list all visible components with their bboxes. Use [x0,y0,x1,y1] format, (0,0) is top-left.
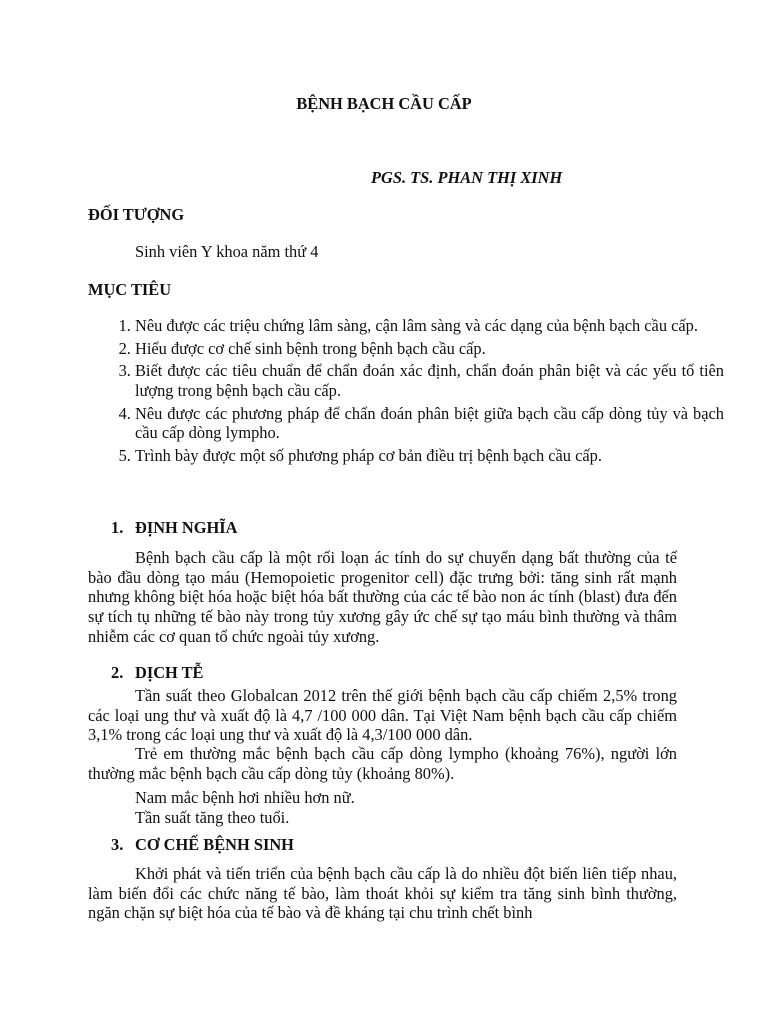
pathogenesis-paragraph: Khởi phát và tiến triển của bệnh bạch cầu cấp là do nhiều đột biến liên tiếp nhau, làm biến đổi các chức năng tế bào, làm thoát khỏi sự kiểm tra tăng sinh bình thường, ngăn chặn sự biệt hóa của tế bào và đề kháng tại chu trình chết bình [88,864,677,923]
epidemiology-paragraph-1: Tần suất theo Globalcan 2012 trên thế giới bệnh bạch cầu cấp chiếm 2,5% trong các loại ung thư và xuất độ là 4,7 /100 000 dân. Tại Việt Nam bệnh bạch cầu cấp chiếm 3,1% trong các loại ung thư và xuất độ là 4,3/100 000 dân. [88,686,677,745]
definition-paragraph: Bệnh bạch cầu cấp là một rối loạn ác tính do sự chuyển dạng bất thường của tế bào đầu dòng tạo máu (Hemopoietic progenitor cell) đặc trưng bởi: tăng sinh rất mạnh nhưng không biệt hóa hoặc biệt hóa bất thường của các tế bào non ác tính (blast) đưa đến sự tích tụ những tế bào này trong tủy xương gây ức chế sự tạo máu bình thường và thâm nhiễm các cơ quan tổ chức ngoài tủy xương. [88,548,677,646]
section-2-heading [111,663,203,683]
section-3-heading [111,835,294,855]
section-number: 1. [111,518,124,537]
objectives-list [88,316,724,469]
audience-text: Sinh viên Y khoa năm thứ 4 [135,242,319,261]
section-1-heading [111,518,237,538]
section-title: ĐỊNH NGHĨA [135,518,238,537]
objective-item: 2. Hiểu được cơ chế sinh bệnh trong bệnh bạch cầu cấp. [135,339,724,359]
document-title: BỆNH BẠCH CẦU CẤP [296,94,472,113]
section-title: DỊCH TỄ [135,663,204,682]
objective-item: 1. Nêu được các triệu chứng lâm sàng, cận lâm sàng và các dạng của bệnh bạch cầu cấp. [135,316,724,336]
objective-item: 3. Biết được các tiêu chuẩn để chẩn đoán xác định, chẩn đoán phân biệt và các yếu tố tiên lượng trong bệnh bạch cầu cấp. [135,361,724,400]
objective-item: 5. Trình bày được một số phương pháp cơ bản điều trị bệnh bạch cầu cấp. [135,446,724,466]
epidemiology-paragraph-3: Nam mắc bệnh hơi nhiều hơn nữ. [135,788,355,807]
objective-item: 4. Nêu được các phương pháp để chẩn đoán phân biệt giữa bạch cầu cấp dòng tủy và bạch cầu cấp dòng lympho. [135,404,724,443]
audience-heading: ĐỐI TƯỢNG [88,205,185,224]
section-number: 2. [111,663,124,682]
epidemiology-paragraph-4: Tần suất tăng theo tuổi. [135,808,290,827]
objectives-heading: MỤC TIÊU [88,280,172,299]
epidemiology-paragraph-2: Trẻ em thường mắc bệnh bạch cầu cấp dòng lympho (khoảng 76%), người lớn thường mắc bệnh bạch cầu cấp dòng tủy (khoảng 80%). [88,744,677,783]
author-line: PGS. TS. PHAN THỊ XINH [371,168,563,187]
section-title: CƠ CHẾ BỆNH SINH [135,835,294,854]
section-number: 3. [111,835,124,854]
